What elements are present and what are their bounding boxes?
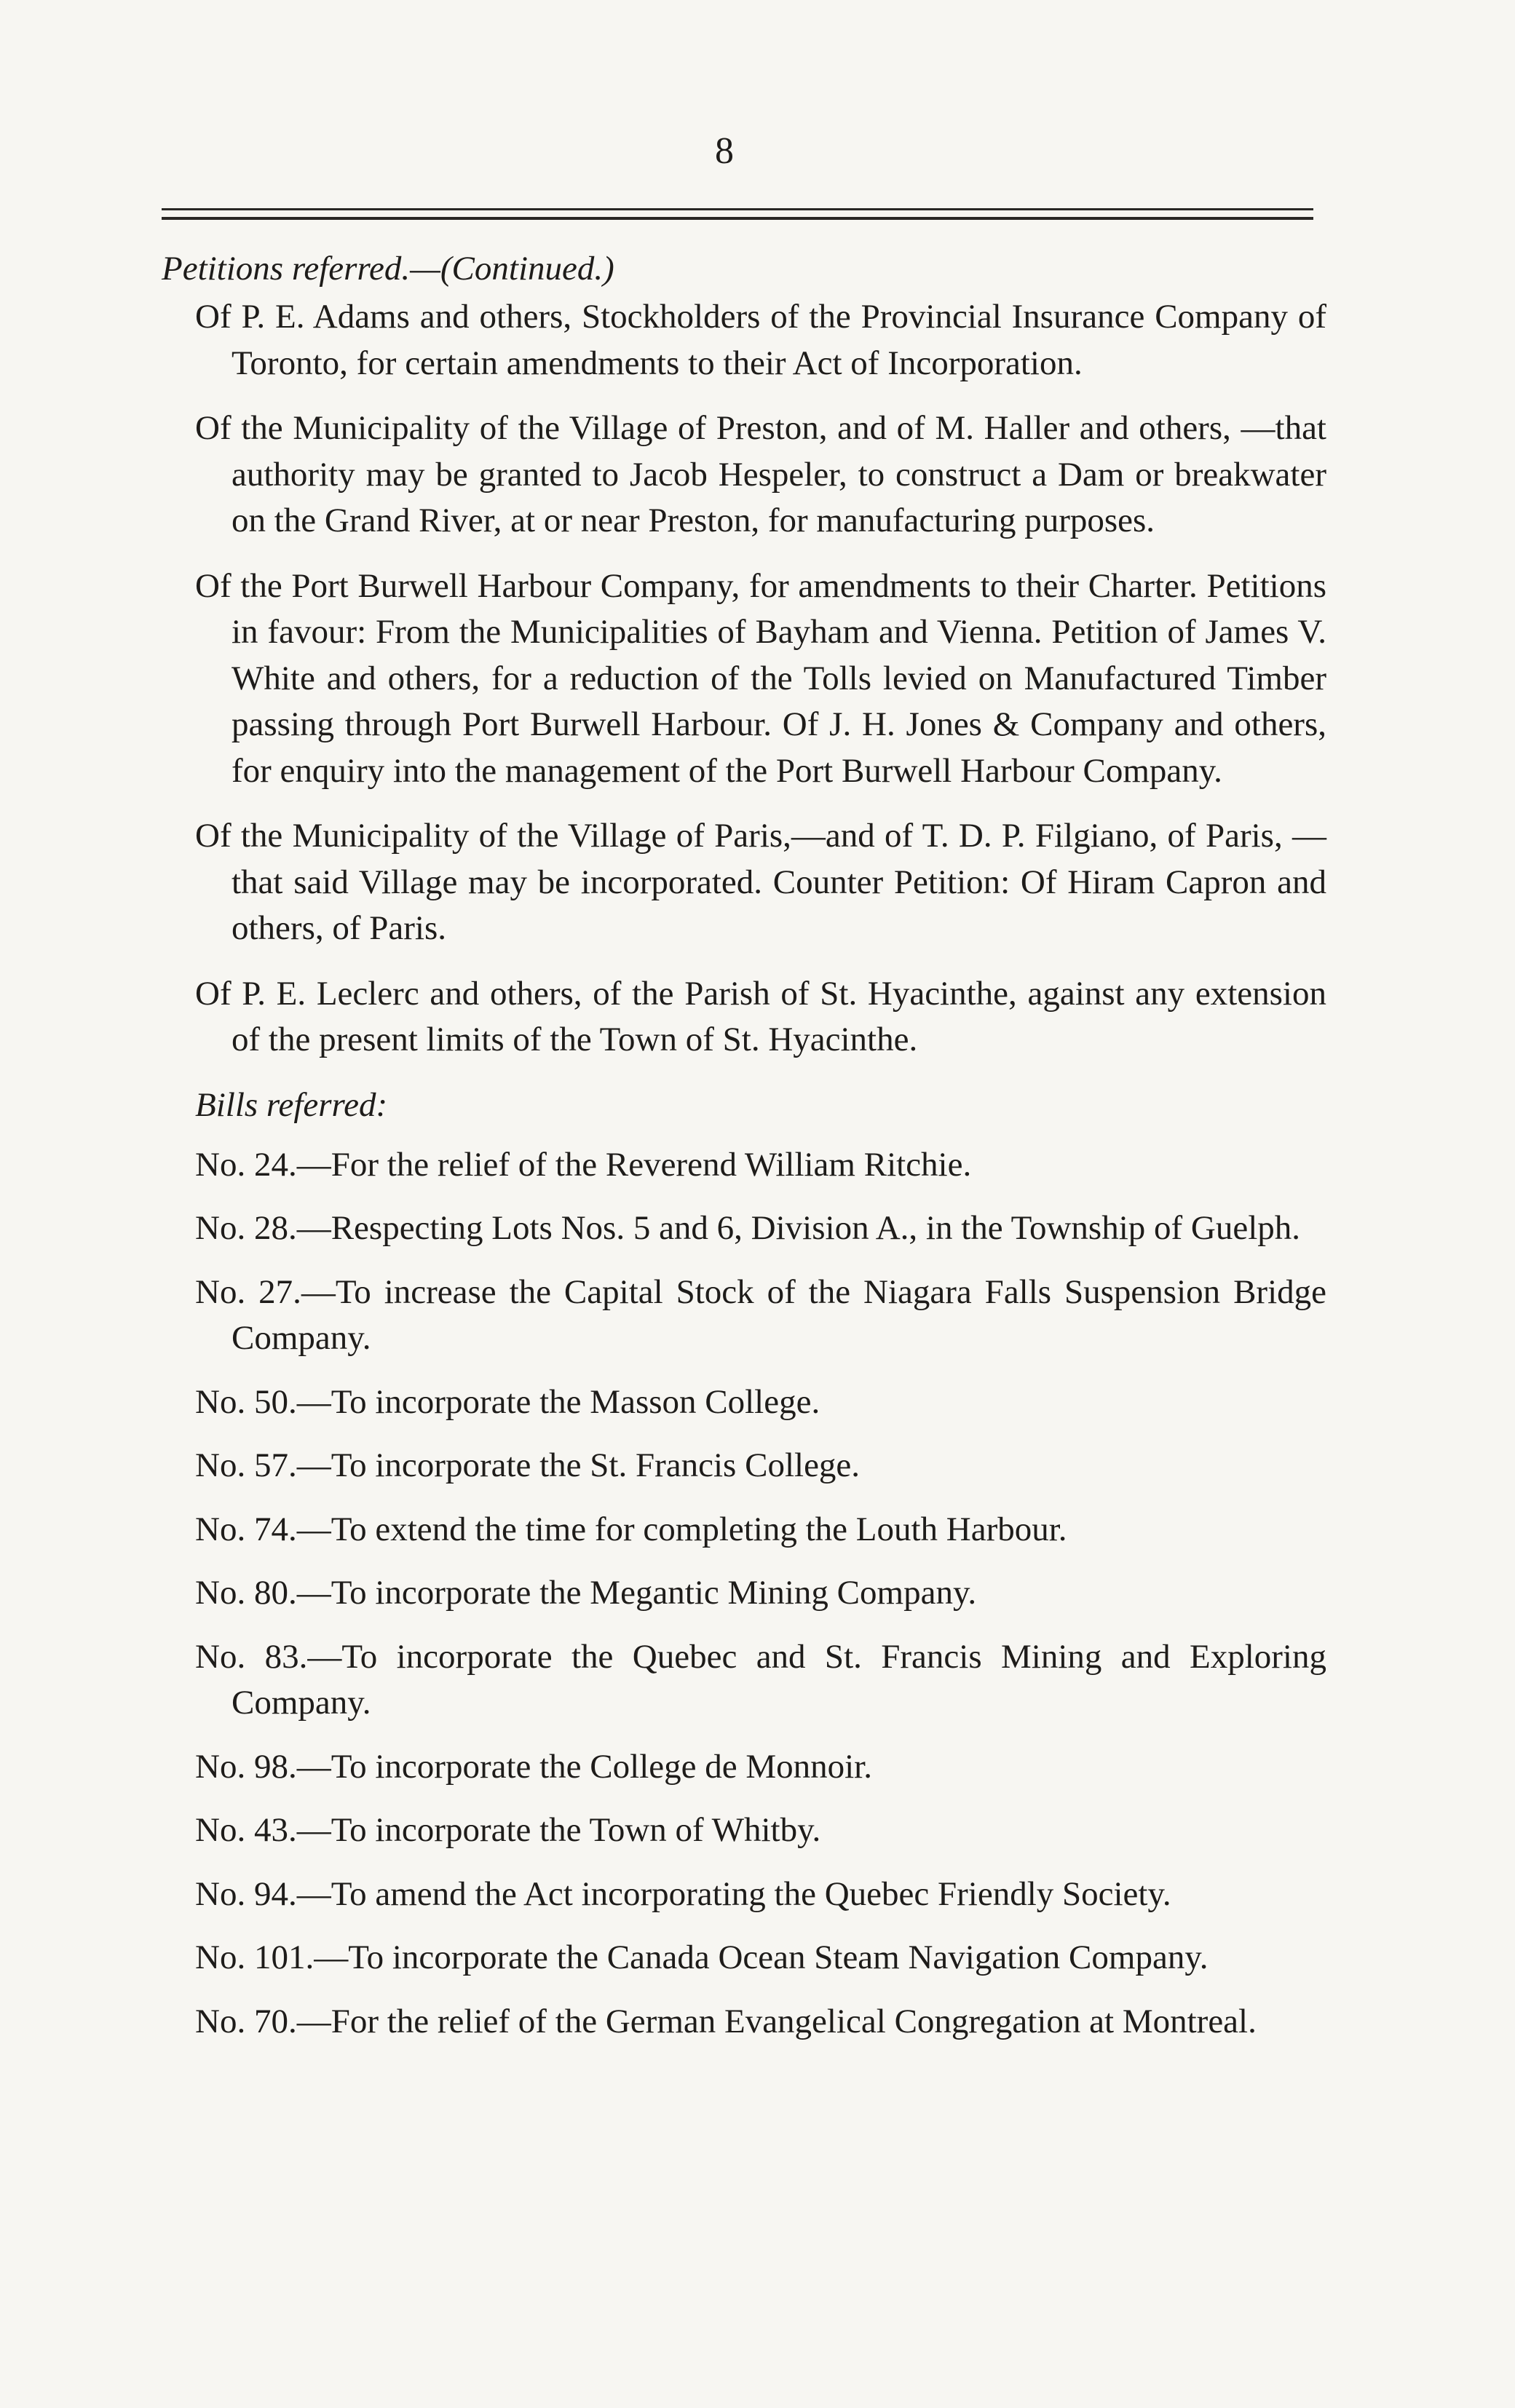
bill-entry: No. 27.—To increase the Capital Stock of the Niagara Falls Suspension Bridge Company. [195,1272,1326,1357]
bills-section [162,1082,1326,2045]
bill-entry: No. 57.—To incorporate the St. Francis College. [195,1446,861,1484]
petition-entry: Of P. E. Leclerc and others, of the Parish of St. Hyacinthe, against any extension of the present limits of the Town of St. Hyacinthe. [195,974,1326,1058]
bill-entry: No. 80.—To incorporate the Megantic Mining Company. [195,1574,977,1612]
bill-entry: No. 98.—To incorporate the College de Monnoir. [195,1747,872,1786]
bill-entry: No. 24.—For the relief of the Reverend William Ritchie. [195,1145,972,1184]
bill-entry: No. 83.—To incorporate the Quebec and St. Francis Mining and Exploring Company. [195,1637,1326,1722]
petitions-heading: Petitions referred.—(Continued.) [162,250,614,288]
bill-entry: No. 101.—To incorporate the Canada Ocean Steam Navigation Company. [195,1938,1209,1976]
bill-entry: No. 28.—Respecting Lots Nos. 5 and 6, Division A., in the Township of Guelph. [195,1209,1301,1247]
petition-entry: Of P. E. Adams and others, Stockholders of the Provincial Insurance Company of Toronto, for certain amendments to their Act of Incorporation. [195,298,1326,382]
bill-entry: No. 43.—To incorporate the Town of Whitby. [195,1811,821,1849]
page-content [162,246,1326,2062]
header-rule [162,208,1313,220]
petitions-section [162,246,1326,1064]
petition-entry: Of the Port Burwell Harbour Company, for amendments to their Charter. Petitions in favour: From the Municipalities of Bayham and Vienna. Petition of James V. White and others, for a reduction of the Tolls levied on Manufactured Timber passing through Port Burwell Harbour. Of J. H. Jones & Company and others, for enquiry into the management of the Port Burwell Harbour Company. [195,566,1326,790]
bill-entry: No. 70.—For the relief of the German Evangelical Congregation at Montreal. [195,2002,1257,2040]
petition-entry: Of the Municipality of the Village of Preston, and of M. Haller and others, —that authority may be granted to Jacob Hespeler, to construct a Dam or breakwater on the Grand River, at or near Preston, for manufacturing purposes. [195,409,1326,539]
bills-heading: Bills referred: [195,1085,388,1124]
bill-entry: No. 50.—To incorporate the Masson College. [195,1382,820,1421]
bill-entry: No. 94.—To amend the Act incorporating the Quebec Friendly Society. [195,1874,1171,1913]
bill-entry: No. 74.—To extend the time for completing the Louth Harbour. [195,1510,1067,1548]
petition-entry: Of the Municipality of the Village of Paris,—and of T. D. P. Filgiano, of Paris, —that said Village may be incorporated. Counter Petition: Of Hiram Capron and others, of Paris. [195,817,1326,947]
page-number: 8 [715,130,734,172]
